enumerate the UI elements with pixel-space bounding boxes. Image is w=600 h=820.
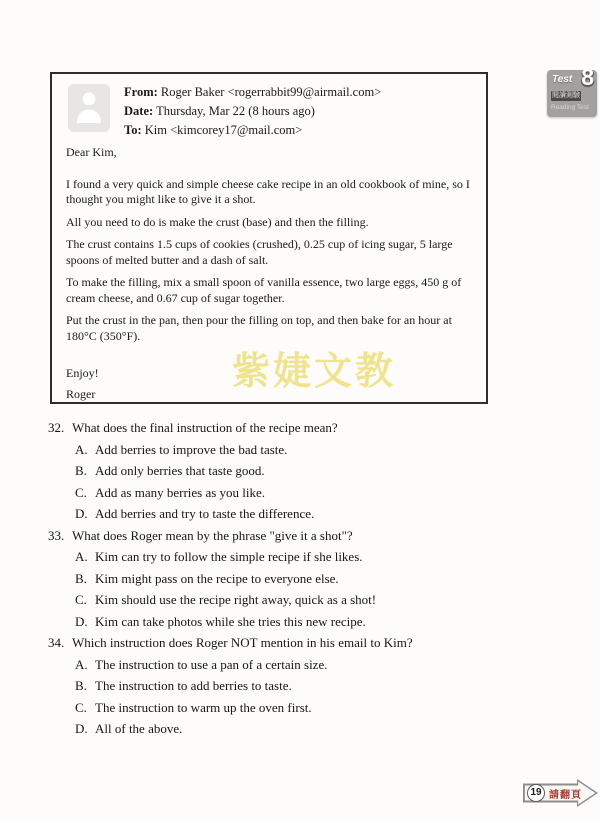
option-text: All of the above. [95,721,183,736]
option-d [75,718,600,740]
email-card [50,72,488,404]
option-c [75,697,600,719]
question-number: 33. [48,527,65,543]
email-closing: Enjoy! [66,366,99,380]
question-32 [48,417,600,525]
option-letter: C. [75,699,87,715]
option-b [75,460,600,482]
option-text: The instruction to use a pan of a certain size. [95,656,328,672]
test-number-badge [547,64,597,117]
email-paragraph: Put the crust in the pan, then pour the filling on top, and then bake for an hour at 180°C (350°F). [66,313,452,343]
option-text: The instruction to add berries to taste. [95,678,292,693]
option-letter: D. [75,506,88,521]
option-letter: A. [75,549,88,564]
email-header-lines [124,82,381,140]
option-text: Kim can try to follow the simple recipe if she likes. [95,549,363,564]
option-d [75,503,600,525]
email-body [64,145,474,402]
option-letter: D. [75,721,88,736]
date-label: Date: [124,104,154,118]
question-line [48,632,600,654]
test-badge-number: 8 [581,64,594,90]
email-date-line [124,102,381,121]
option-letter: D. [75,613,88,629]
test-badge-label: Test [552,74,573,85]
question-text: Which instruction does Roger NOT mention in his email to Kim? [72,635,413,650]
option-letter: C. [75,484,87,500]
email-greeting: Dear Kim, [66,145,117,159]
turn-page-arrow [523,779,598,807]
option-c [75,482,600,504]
option-text: Add berries and try to taste the difference. [95,506,315,521]
avatar [68,84,110,132]
option-text: Kim can take photos while she tries this new recipe. [95,613,366,629]
question-line [48,417,600,439]
option-letter: A. [75,441,88,457]
option-text: Add only berries that taste good. [95,463,265,478]
option-a [75,546,600,568]
email-signature: Roger [66,386,96,401]
question-34 [48,632,600,740]
question-text: What does Roger mean by the phrase "give it a shot"? [72,527,353,543]
email-header [64,82,474,140]
email-from-line [124,83,381,102]
from-value: Roger Baker <rogerrabbit99@airmail.com> [160,85,382,99]
option-text: Add as many berries as you like. [95,484,266,500]
option-a [75,654,600,676]
option-a [75,439,600,461]
question-number: 32. [48,420,65,435]
watermark-text: 紫婕文教 [232,351,397,393]
option-letter: B. [75,570,87,586]
email-to-line [124,121,381,140]
option-letter: C. [75,592,87,607]
option-b [75,568,600,590]
test-badge-tagline: 閱讀測驗 [552,92,580,99]
email-paragraph: The crust contains 1.5 cups of cookies (crushed), 0.25 cup of icing sugar, 5 large spoons of melted butter and a dash of salt. [66,237,453,267]
option-text: Add berries to improve the bad taste. [95,441,288,457]
option-text: Kim should use the recipe right away, quick as a shot! [95,592,377,607]
option-text: Kim might pass on the recipe to everyone else. [95,570,339,586]
questions-section [0,417,600,740]
to-value: Kim <kimcorey17@mail.com> [144,123,303,137]
page-number: 19 [527,784,545,802]
person-icon [72,86,106,131]
question-33 [48,525,600,633]
option-letter: B. [75,463,87,478]
email-paragraph: I found a very quick and simple cheese cake recipe in an old cookbook of mine, so I thought you might like to give it a shot. [66,176,470,206]
to-label: To: [124,123,142,137]
question-line [48,525,600,547]
option-c [75,589,600,611]
test-badge-subtitle: Reading Test [551,104,589,111]
option-text: The instruction to warm up the oven first. [95,699,312,715]
option-letter: A. [75,656,88,672]
option-letter: B. [75,678,87,693]
from-label: From: [124,85,158,99]
turn-page-label: 請翻頁 [549,790,582,801]
question-number: 34. [48,635,65,650]
date-value: Thursday, Mar 22 (8 hours ago) [156,104,315,118]
email-paragraph: To make the filling, mix a small spoon of vanilla essence, two large eggs, 450 g of cream cheese, and 0.67 cup of sugar together. [66,275,462,305]
question-text: What does the final instruction of the recipe mean? [72,420,338,435]
option-b [75,675,600,697]
email-paragraph: All you need to do is make the crust (base) and then the filling. [66,214,369,229]
option-d [75,611,600,633]
